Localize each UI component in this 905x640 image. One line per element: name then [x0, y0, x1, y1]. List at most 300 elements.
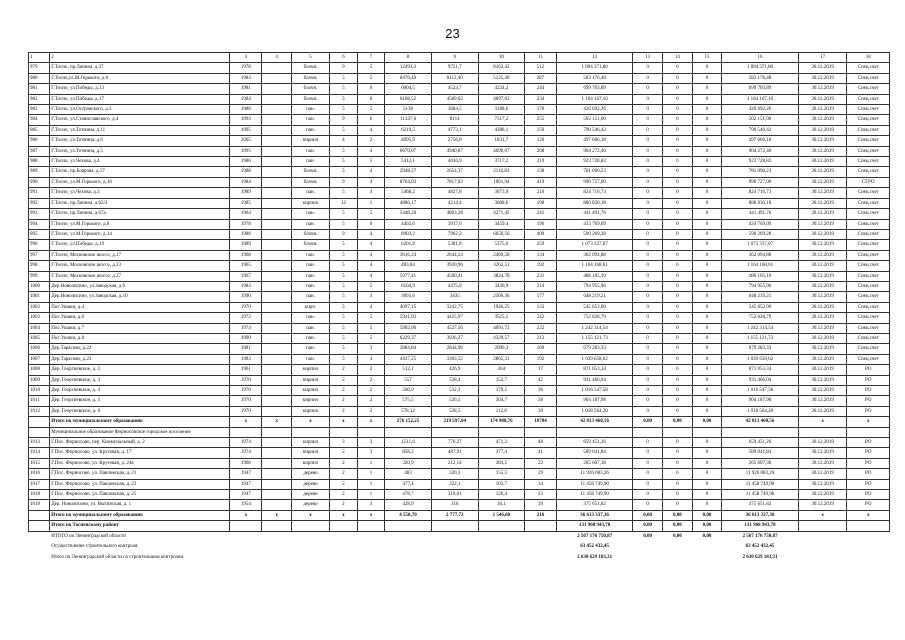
cell-col-14: 0	[662, 94, 692, 104]
cell-col-13: 0	[633, 469, 663, 479]
note-row	[29, 531, 890, 541]
table-row	[29, 219, 890, 229]
table-row	[29, 167, 890, 177]
cell-col-15: 0	[692, 281, 722, 291]
cell-col-18: Спец.счет	[847, 115, 890, 125]
cell-col-4	[262, 354, 292, 364]
cell-col-16: 11 458 749,90	[722, 490, 798, 500]
cell-col-7: 3	[357, 344, 385, 354]
cell-col-4	[262, 365, 292, 375]
cell-col-13: 0	[633, 479, 663, 489]
cell-col-1: 1004	[29, 323, 50, 333]
cell-col-7: 2	[357, 136, 385, 146]
cell-col-9: 5381,8	[431, 240, 478, 250]
cell-col-14: 0	[662, 406, 692, 416]
cell-col-1: 1010	[29, 386, 50, 396]
cell-col-18	[847, 531, 890, 541]
table-row	[29, 105, 890, 115]
cell-col-9: 2644,24	[431, 250, 478, 260]
cell-col-4	[262, 469, 292, 479]
cell-col-14: 0,00	[672, 533, 682, 539]
cell-col-11	[525, 531, 557, 541]
cell-col-16: 2 567 176 750,87	[742, 533, 778, 539]
cell-col-17: 30.12.2019	[798, 250, 847, 260]
cell-col-12: 589 041,84	[556, 448, 632, 458]
cell-col-18: Спец.счет	[847, 271, 890, 281]
cell-col-5: кирпич	[291, 375, 329, 385]
cell-col-10: 2090,3	[478, 344, 525, 354]
cell-col-3: 1972	[230, 313, 262, 323]
cell-col-16: 679 283,33	[722, 344, 798, 354]
cell-col-12: 880 830,18	[556, 198, 632, 208]
cell-col-12: 923 728,82	[556, 157, 632, 167]
cell-col-17: х	[798, 510, 847, 520]
cell-col-8	[385, 552, 432, 562]
cell-col-15: 0	[692, 448, 722, 458]
cell-col-3: 1985	[230, 198, 262, 208]
cell-col-10: 120,4	[478, 490, 525, 500]
cell-col-11: 34	[525, 479, 557, 489]
cell-col-9: 3242,75	[431, 302, 478, 312]
cell-col-11: 133	[525, 302, 557, 312]
cell-col-2: 2	[50, 53, 230, 63]
cell-col-8: 6108,52	[385, 94, 432, 104]
cell-col-16: 131 968 943,78	[722, 521, 798, 531]
cell-col-18: Спец.счет	[847, 209, 890, 219]
cell-col-4	[262, 344, 292, 354]
cell-col-15: 0,00	[692, 521, 722, 531]
cell-col-6: 2	[330, 469, 358, 479]
cell-col-18: Спец.счет	[847, 354, 890, 364]
cell-col-4	[262, 396, 292, 406]
cell-col-7	[357, 427, 385, 437]
note-row	[29, 542, 890, 552]
cell-col-16: 63 452 432,45	[745, 544, 775, 550]
cell-col-16: 11 458 749,90	[722, 479, 798, 489]
cell-col-13: 0,00	[633, 510, 663, 520]
cell-col-8: 512,1	[385, 365, 432, 375]
cell-col-9: 212,14	[431, 458, 478, 468]
cell-col-16: 794 955,96	[722, 281, 798, 291]
cell-col-8: 4095,9	[385, 136, 432, 146]
cell-col-18: РО	[847, 458, 890, 468]
cell-col-9: 4940,87	[431, 146, 478, 156]
cell-col-4	[262, 240, 292, 250]
cell-col-10: 4091,72	[478, 323, 525, 333]
cell-col-6: 5	[330, 73, 358, 83]
cell-col-2: Г.Тосно, Московское шоссе, д.17	[50, 250, 230, 260]
cell-col-6: 5	[330, 94, 358, 104]
cell-col-5: пан.	[291, 115, 329, 125]
cell-col-11: 231	[525, 271, 557, 281]
cell-col-6: 2	[330, 375, 358, 385]
cell-col-14: 0	[662, 365, 692, 375]
cell-col-12: 2 630 629 183,31	[577, 554, 613, 560]
cell-col-6: 5	[330, 219, 358, 229]
cell-col-12: 433 769,09	[556, 219, 632, 229]
cell-col-10: 377,4	[478, 448, 525, 458]
cell-col-3: 1974	[230, 438, 262, 448]
cell-col-9: 4523,7	[431, 84, 478, 94]
cell-col-4	[262, 167, 292, 177]
cell-col-13	[633, 552, 663, 562]
cell-col-11: 241	[525, 209, 557, 219]
cell-col-15: 0	[692, 344, 722, 354]
cell-col-13: 13	[633, 53, 663, 63]
cell-col-8: 3884,84	[385, 344, 432, 354]
cell-col-9: 9	[431, 53, 478, 63]
cell-col-11	[525, 552, 557, 562]
cell-col-10	[478, 521, 525, 531]
cell-col-10: 2469,58	[478, 250, 525, 260]
cell-col-5: блочн.	[291, 84, 329, 94]
cell-col-6	[330, 427, 358, 437]
cell-col-17: 30.12.2019	[798, 105, 847, 115]
cell-col-2: Г.Пос. Форносово, ул. Круговая, д. 17	[50, 448, 230, 458]
cell-col-14: 0	[662, 458, 692, 468]
table-row	[29, 292, 890, 302]
cell-col-12: 486 105,10	[556, 271, 632, 281]
cell-col-2: Г.Тосно, пр.Ленина, д.62/2	[50, 198, 230, 208]
cell-col-8: 320,9	[385, 458, 432, 468]
cell-col-2: Г.Пос. Форносово, ул. Круговая, д. 24а	[50, 458, 230, 468]
cell-col-6: 6	[330, 53, 358, 63]
cell-col-2: Итого по муниципальному образованию	[50, 417, 230, 427]
cell-col-11: 216	[525, 510, 557, 520]
cell-col-5: пан.	[291, 146, 329, 156]
cell-col-4	[262, 448, 292, 458]
cell-col-2: Г.Пос. Форносово, пер. Коммунальный, д. 2	[50, 438, 230, 448]
cell-col-15: 0	[692, 406, 722, 416]
cell-col-11	[525, 542, 557, 552]
cell-col-2: Г.Тосно, ул.Победы, д.13	[50, 84, 230, 94]
cell-col-12: 63 452 432,45	[580, 544, 609, 550]
cell-col-18: Спец.счет	[847, 250, 890, 260]
cell-col-3	[230, 542, 262, 552]
cell-col-16: 824 716,73	[722, 188, 798, 198]
cell-col-13: 0	[633, 94, 663, 104]
cell-col-6: 5	[330, 323, 358, 333]
cell-col-6	[330, 552, 358, 562]
cell-col-17: 30.12.2019	[798, 438, 847, 448]
cell-col-1: 1011	[29, 396, 50, 406]
table-row	[29, 281, 890, 291]
cell-col-5: кирпич	[291, 438, 329, 448]
cell-col-10: 4271,45	[478, 209, 525, 219]
cell-col-17	[798, 531, 847, 541]
cell-col-18: Спец.счет	[847, 344, 890, 354]
cell-col-6: 2	[330, 448, 358, 458]
cell-col-14: 0	[662, 146, 692, 156]
cell-col-8: 8903,2	[385, 229, 432, 239]
cell-col-4	[262, 427, 292, 437]
cell-col-14: 0	[662, 73, 692, 83]
cell-col-16: 1 164 167,10	[722, 94, 798, 104]
cell-col-3: 3	[230, 53, 262, 63]
cell-col-7: 4	[357, 177, 385, 187]
cell-col-7: 4	[357, 261, 385, 271]
cell-col-10	[478, 531, 525, 541]
cell-col-8: 5448,28	[385, 209, 432, 219]
cell-col-3: 1986	[230, 229, 262, 239]
cell-col-1: 989	[29, 167, 50, 177]
cell-col-13: 0	[633, 115, 663, 125]
cell-col-11: 11	[525, 53, 557, 63]
cell-col-6: 5	[330, 105, 358, 115]
cell-col-7: х	[357, 417, 385, 427]
cell-col-17: 30.12.2019	[798, 73, 847, 83]
cell-col-6: 5	[330, 84, 358, 94]
cell-col-11: 23	[525, 490, 557, 500]
cell-col-5: дерево	[291, 490, 329, 500]
cell-col-15: 0	[692, 157, 722, 167]
cell-col-2: Муниципальное образование Форносовское городское поселение	[50, 427, 230, 437]
cell-col-8: 4886,17	[385, 198, 432, 208]
cell-col-4	[262, 177, 292, 187]
cell-col-7: 1	[357, 198, 385, 208]
cell-col-15: 0	[692, 271, 722, 281]
cell-col-15: 0	[692, 375, 722, 385]
cell-col-4	[262, 281, 292, 291]
cell-col-16: 265 607,38	[722, 458, 798, 468]
cell-col-10: 174 980,76	[478, 417, 525, 427]
cell-col-15	[692, 552, 722, 562]
cell-col-17: 30.12.2019	[798, 500, 847, 510]
cell-col-8: 8	[385, 53, 432, 63]
cell-col-9: 3920,96	[431, 261, 478, 271]
cell-col-14: 0	[662, 354, 692, 364]
cell-col-18: Спец.счет	[847, 281, 890, 291]
housing-repair-table	[28, 52, 890, 563]
cell-col-4	[262, 313, 292, 323]
cell-col-7: 1	[357, 458, 385, 468]
cell-col-9	[431, 542, 478, 552]
cell-col-9: 319,01	[431, 490, 478, 500]
cell-col-18: Спец.счет	[847, 157, 890, 167]
cell-col-10: 5125,49	[478, 73, 525, 83]
cell-col-18: РО	[847, 490, 890, 500]
cell-col-12: 699 703,89	[556, 84, 632, 94]
cell-col-17: 17	[798, 53, 847, 63]
cell-col-18	[847, 427, 890, 437]
cell-col-2: Пос.Ушаки, д.7	[50, 323, 230, 333]
cell-col-17: 30.12.2019	[798, 94, 847, 104]
cell-col-16: 781 090,23	[722, 167, 798, 177]
cell-col-11: 259	[525, 240, 557, 250]
cell-col-1: 1006	[29, 344, 50, 354]
cell-col-11: 41	[525, 448, 557, 458]
cell-col-7: 2	[357, 396, 385, 406]
page-number: 23	[445, 26, 460, 41]
cell-col-14: 0	[662, 375, 692, 385]
cell-col-8: 3616,24	[385, 250, 432, 260]
cell-col-2: Г.Тосно, ул.Станиславского, д.4	[50, 115, 230, 125]
cell-col-17: х	[798, 417, 847, 427]
table-row	[29, 157, 890, 167]
cell-col-18: х	[847, 417, 890, 427]
cell-col-3: 1974	[230, 448, 262, 458]
cell-col-13: 0	[633, 344, 663, 354]
cell-col-14: 0	[662, 188, 692, 198]
cell-col-7: 5	[357, 73, 385, 83]
cell-col-5: х	[291, 510, 329, 520]
cell-col-5	[291, 531, 329, 541]
cell-col-9: 7817,93	[431, 177, 478, 187]
cell-col-8: 5977,41	[385, 271, 432, 281]
cell-col-10: 4388,1	[478, 125, 525, 135]
cell-col-7: 3	[357, 354, 385, 364]
cell-col-15: 0	[692, 84, 722, 94]
cell-col-14: 0	[662, 490, 692, 500]
cell-col-9: 3917,6	[431, 219, 478, 229]
cell-col-6	[330, 521, 358, 531]
cell-col-18: РО	[847, 386, 890, 396]
cell-col-14: 0	[662, 209, 692, 219]
cell-col-4	[262, 84, 292, 94]
cell-col-17: 30.12.2019	[798, 365, 847, 375]
cell-col-1: 1003	[29, 313, 50, 323]
cell-col-3: 1984	[230, 94, 262, 104]
cell-col-14: 0	[662, 63, 692, 73]
cell-col-10: 36,1	[478, 500, 525, 510]
cell-col-2: Г.Пос. Форносово, ул. Павловская, д. 25	[50, 490, 230, 500]
cell-col-15: 15	[692, 53, 722, 63]
cell-col-7: 2	[357, 375, 385, 385]
cell-col-6: х	[330, 417, 358, 427]
cell-col-17: 30.12.2019	[798, 479, 847, 489]
cell-col-3: 1981	[230, 84, 262, 94]
cell-col-15: 0	[692, 500, 722, 510]
cell-col-11: 198	[525, 198, 557, 208]
cell-col-17: 30.12.2019	[798, 354, 847, 364]
cell-col-12: 502 151,00	[556, 115, 632, 125]
cell-col-3: 1989	[230, 240, 262, 250]
cell-col-4	[262, 386, 292, 396]
cell-col-9: 4475,9	[431, 281, 478, 291]
cell-col-1: 1007	[29, 354, 50, 364]
cell-col-15: 0	[692, 323, 722, 333]
cell-col-1: 1008	[29, 365, 50, 375]
cell-col-15: 0,00	[702, 533, 712, 539]
cell-col-15: 0	[692, 219, 722, 229]
cell-col-2: Дер. Георгиевское, д. 3	[50, 375, 230, 385]
cell-col-16: 583 176,48	[722, 73, 798, 83]
cell-col-12	[556, 427, 632, 437]
cell-col-2: Дер. Георгиевское, д. 5	[50, 396, 230, 406]
cell-col-18: Спец.счет	[847, 219, 890, 229]
cell-col-13: 0	[633, 323, 663, 333]
cell-col-17: 30.12.2019	[798, 177, 847, 187]
cell-col-12: 590 269,28	[556, 229, 632, 239]
cell-col-6: 9	[330, 63, 358, 73]
cell-col-3: 1993	[230, 115, 262, 125]
cell-col-9: 322,1	[431, 479, 478, 489]
cell-col-13: 0	[633, 354, 663, 364]
cell-col-2: Г.Тосно, ул.Тотмина, д.11	[50, 125, 230, 135]
cell-col-4	[262, 229, 292, 239]
cell-col-2: Дер. Новолисино, ул. Вытинская, д. 1	[50, 500, 230, 510]
cell-col-16: 904 187,98	[722, 396, 798, 406]
cell-col-15: 0	[692, 261, 722, 271]
cell-col-7: 5	[357, 333, 385, 343]
cell-col-6: 5	[330, 302, 358, 312]
cell-col-8: 6229,37	[385, 333, 432, 343]
cell-col-13: 0	[633, 396, 663, 406]
cell-col-13: 0	[633, 313, 663, 323]
cell-col-3: 1995	[230, 146, 262, 156]
cell-col-2: Г.Тосно, ул.М.Горького, д.8	[50, 219, 230, 229]
cell-col-14: 0	[662, 177, 692, 187]
cell-col-11: 419	[525, 177, 557, 187]
cell-col-9: 320,3	[431, 469, 478, 479]
cell-col-18: РО	[847, 469, 890, 479]
cell-col-2: Дер. Георгиевское, д. 2	[50, 365, 230, 375]
cell-col-10: 1946,25	[478, 302, 525, 312]
total-row	[29, 521, 890, 531]
cell-col-6: 2	[330, 490, 358, 500]
cell-col-5: кирпич	[291, 365, 329, 375]
cell-col-5: кирп.	[291, 302, 329, 312]
cell-col-16: 1 016 547,58	[722, 386, 798, 396]
cell-col-11: 120	[525, 136, 557, 146]
cell-col-13: 0	[633, 333, 663, 343]
cell-col-2: Итого по Ленинградской области со строительным контролем	[51, 554, 184, 560]
cell-col-16: 752 628,79	[722, 313, 798, 323]
cell-col-13: 0	[633, 157, 663, 167]
cell-col-11: 242	[525, 313, 557, 323]
cell-col-16: 990 727,00	[722, 177, 798, 187]
cell-col-3: 1990	[230, 333, 262, 343]
cell-col-12: 648 219,21	[556, 292, 632, 302]
cell-col-3: 1970	[230, 396, 262, 406]
cell-col-13: 0	[633, 105, 663, 115]
cell-col-17	[798, 427, 847, 437]
cell-col-15: 0,00	[692, 510, 722, 520]
cell-col-18: Спец.счет	[847, 333, 890, 343]
cell-col-11: 192	[525, 261, 557, 271]
cell-col-4	[262, 406, 292, 416]
cell-col-18: Спец.счет	[847, 292, 890, 302]
cell-col-11: 42	[525, 375, 557, 385]
table-row	[29, 469, 890, 479]
cell-col-11: 30	[525, 406, 557, 416]
cell-col-1: 990	[29, 177, 50, 187]
cell-col-13	[633, 542, 663, 552]
table-row	[29, 333, 890, 343]
cell-col-14	[662, 552, 692, 562]
cell-col-10: 3824,78	[478, 271, 525, 281]
cell-col-6: 2	[330, 386, 358, 396]
cell-col-16: 1 018 564,20	[722, 406, 798, 416]
cell-col-16: 375 651,82	[722, 500, 798, 510]
cell-col-1: 995	[29, 229, 50, 239]
cell-col-13: 0	[633, 188, 663, 198]
cell-col-12: 659 451,26	[556, 438, 632, 448]
cell-col-15	[692, 542, 722, 552]
cell-col-18	[847, 521, 890, 531]
cell-col-3: 1978	[230, 219, 262, 229]
cell-col-2: ИТОГО по Ленинградской области	[51, 533, 126, 539]
cell-col-3: 1989	[230, 188, 262, 198]
cell-col-8	[385, 531, 432, 541]
cell-col-12: 1 018 564,20	[556, 406, 632, 416]
cell-col-1: 991	[29, 188, 50, 198]
cell-col-6: 3	[330, 438, 358, 448]
cell-col-17: 30.12.2019	[798, 406, 847, 416]
cell-col-11: 216	[525, 188, 557, 198]
cell-col-10: 7317,2	[478, 115, 525, 125]
table-row	[29, 115, 890, 125]
